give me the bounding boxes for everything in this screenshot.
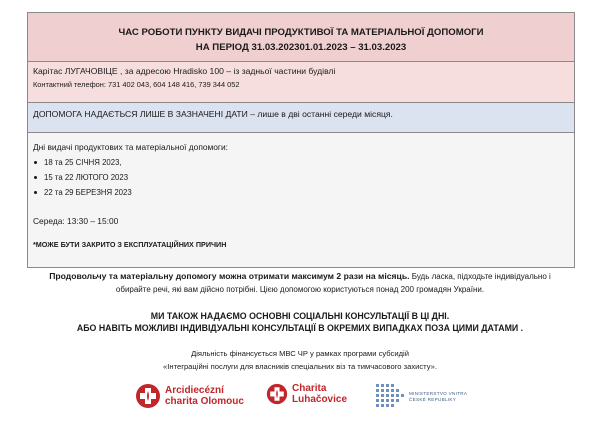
closure-warning: *МОЖЕ БУТИ ЗАКРИТО З ЕКСПЛУАТАЦІЙНИХ ПРИЧИН <box>33 240 227 249</box>
ministry-grid-icon <box>375 383 405 411</box>
charita-cross-icon <box>266 383 288 405</box>
funding-line-2: «Інтеграційні послуги для власників спеціальних віз та тимчасового захисту». <box>163 362 437 371</box>
logo-ao-line-2: charita Olomouc <box>165 396 244 407</box>
date-item: 22 та 29 БЕРЕЗНЯ 2023 <box>33 185 569 200</box>
info-paragraph <box>40 270 560 296</box>
dates-list <box>33 155 569 200</box>
logo-mv-line-1: MINISTERSTVO VNITRA <box>409 391 468 396</box>
logo-charita-olomouc <box>135 383 244 409</box>
logo-mv-line-2: ČESKÉ REPUBLIKY <box>409 397 457 402</box>
title-row <box>28 13 574 62</box>
logo-cl-line-2: Luhačovice <box>292 394 348 405</box>
charita-cross-icon <box>135 383 161 409</box>
consult-line-2: АБО НАВІТЬ МОЖЛИВІ ІНДИВІДУАЛЬНІ КОНСУЛЬТАЦІЇ В ОКРЕМИХ ВИПАДКАХ ПОЗА ЦИМИ ДАТАМИ . <box>76 323 524 333</box>
logo-ministry-interior <box>375 383 467 411</box>
schedule-row <box>28 133 574 267</box>
phone-text: Контактний телефон: 731 402 043, 604 148 416, 739 344 052 <box>33 80 240 89</box>
consult-block <box>30 310 570 334</box>
logo-ao-line-1: Arcidiecézní <box>165 385 224 396</box>
date-item: 15 та 22 ЛЮТОГО 2023 <box>33 170 569 185</box>
funding-note <box>40 347 560 373</box>
funding-line-1: Діяльність фінансується МВС ЧР у рамках програми субсидій <box>191 349 409 358</box>
info-bold: Продовольчу та матеріальну допомогу можна отримати максимум 2 рази на місяць. <box>49 271 410 281</box>
notice-row <box>28 103 574 133</box>
page-title: ЧАС РОБОТИ ПУНКТУ ВИДАЧІ ПРОДУКТИВОЇ ТА МАТЕРІАЛЬНОЇ ДОПОМОГИ <box>118 27 484 38</box>
consult-line-1: МИ ТАКОЖ НАДАЄМО ОСНОВНІ СОЦІАЛЬНІ КОНСУЛЬТАЦІЇ В ЦІ ДНІ. <box>150 311 450 321</box>
notice-text: ДОПОМОГА НАДАЄТЬСЯ ЛИШЕ В ЗАЗНАЧЕНІ ДАТИ – лише в дві останні середи місяця. <box>33 109 393 119</box>
logo-charita-luhacovice <box>266 383 347 405</box>
schedule-table <box>27 12 575 268</box>
period-title: НА ПЕРІОД 31.03.202301.01.2023 – 31.03.2023 <box>195 42 407 53</box>
address-row <box>28 62 574 103</box>
address-text: Карітас ЛУГАЧОВІЦЕ , за адресою Hradisko 100 – із задньої частини будівлі <box>33 66 336 76</box>
opening-time: Середа: 13:30 – 15:00 <box>33 216 119 226</box>
logo-cl-line-1: Charita <box>292 383 327 394</box>
info-rest: Будь ласка, підходьте індивідуально і обирайте речі, які вам дійсно потрібні. Цією допомогою користуються понад 200 громадян України. <box>115 272 551 294</box>
schedule-heading: Дні видачі продуктових та матеріальної допомоги: <box>33 142 228 152</box>
date-item: 18 та 25 СІЧНЯ 2023, <box>33 155 569 170</box>
